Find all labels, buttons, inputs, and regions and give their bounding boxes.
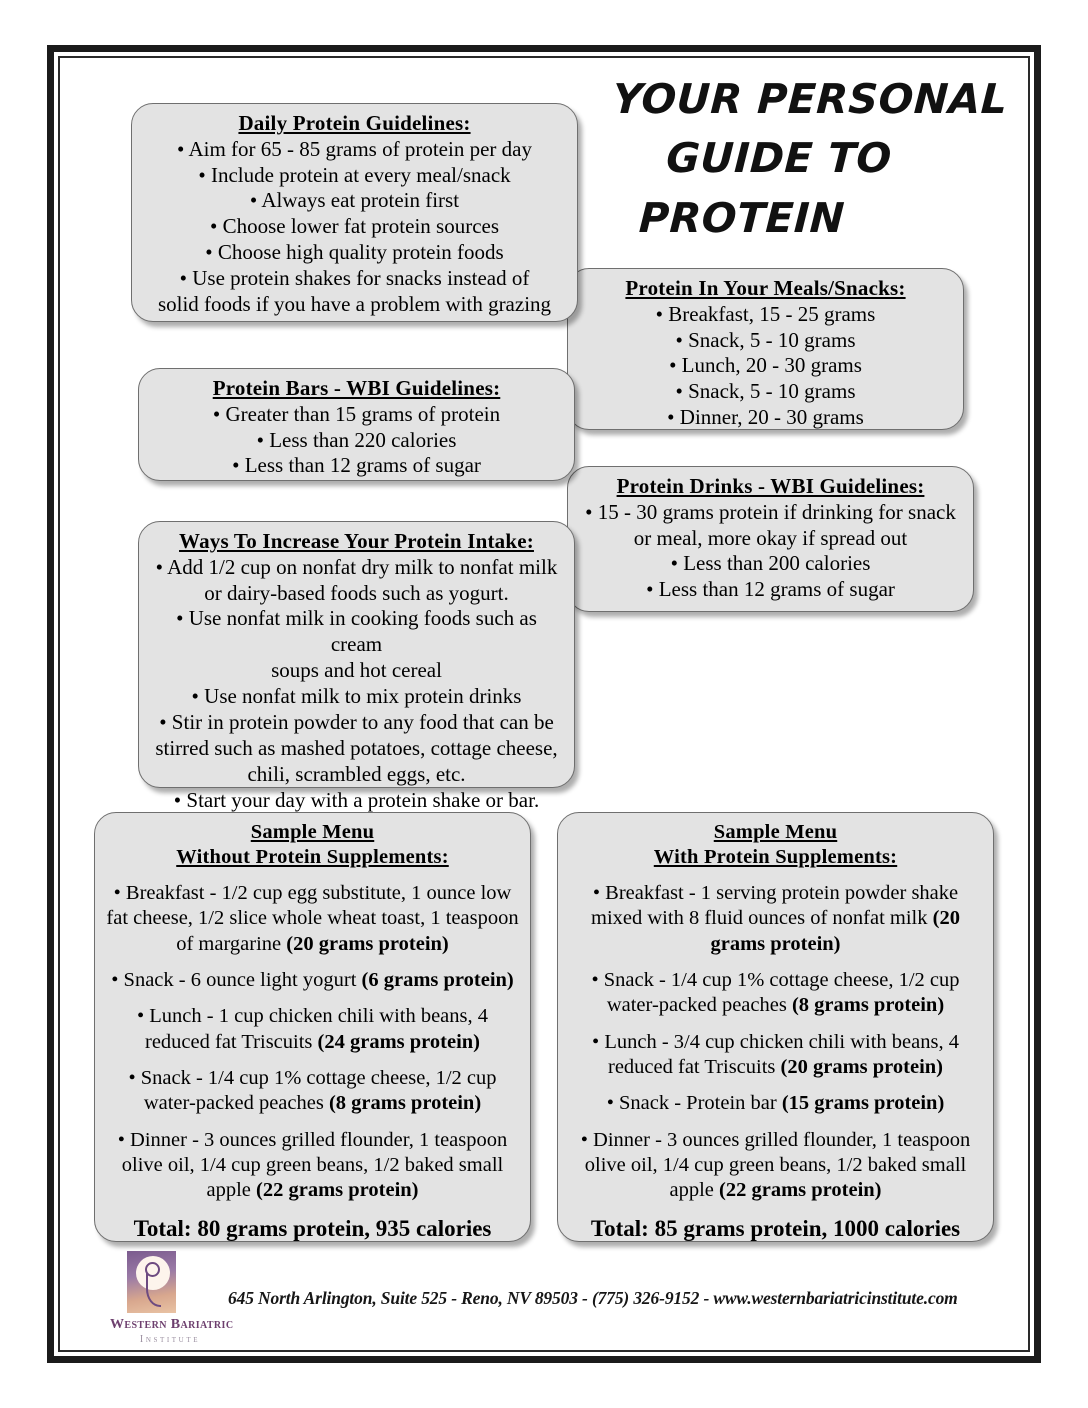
protein-amount: (8 grams protein)	[791, 994, 945, 1017]
list-item: • Less than 12 grams of sugar	[232, 453, 481, 478]
box-protein-drinks-guidelines	[567, 466, 974, 612]
list-item: • Lunch, 20 - 30 grams	[669, 353, 862, 378]
footer	[110, 1246, 1010, 1351]
box-heading: Protein Drinks - WBI Guidelines:	[616, 474, 925, 498]
list-item: solid foods if you have a problem with grazing	[157, 292, 552, 317]
title-line-2: GUIDE TO	[665, 134, 893, 183]
box-sample-menu-without-supplements	[94, 812, 531, 1242]
box-protein-in-your-meals	[567, 268, 964, 430]
menu-item: • Snack - Protein bar (15 grams protein)	[606, 1092, 945, 1115]
box-heading-line-2: With Protein Supplements:	[653, 846, 898, 868]
protein-amount: (24 grams protein)	[317, 1030, 480, 1053]
list-item: • Less than 200 calories	[670, 551, 871, 576]
list-item: • 15 - 30 grams protein if drinking for snack	[585, 499, 956, 524]
protein-amount: (8 grams protein)	[328, 1092, 482, 1115]
box-heading-line-1: Sample Menu	[713, 821, 838, 843]
list-item: • Stir in protein powder to any food that can be	[159, 710, 554, 735]
list-item: • Always eat protein first	[249, 188, 460, 213]
page-title	[587, 70, 1026, 248]
menu-item: • Dinner - 3 ounces grilled flounder, 1 teaspoon olive oil, 1/4 cup green beans, 1/2 baked small apple (22 grams protein)	[117, 1128, 508, 1202]
list-item: • Use protein shakes for snacks instead of	[179, 266, 530, 291]
box-heading: Protein In Your Meals/Snacks:	[625, 276, 906, 300]
box-daily-protein-guidelines	[131, 103, 578, 322]
list-item: chili, scrambled eggs, etc.	[247, 761, 466, 786]
list-item: • Use nonfat milk to mix protein drinks	[191, 684, 522, 709]
protein-amount: (20 grams protein)	[710, 907, 960, 955]
menu-item: • Breakfast - 1/2 cup egg substitute, 1 ounce low fat cheese, 1/2 slice whole wheat toast, 1 teaspoon of margarine (20 grams protein)	[106, 882, 519, 955]
list-item: • Snack, 5 - 10 grams	[675, 379, 856, 404]
list-item: • Choose high quality protein foods	[205, 240, 504, 265]
logo-figure-body	[146, 1273, 161, 1307]
list-item: • Start your day with a protein shake or bar.	[173, 787, 540, 812]
box-sample-menu-with-supplements	[557, 812, 994, 1242]
protein-amount: (22 grams protein)	[256, 1179, 419, 1202]
list-item: • Breakfast, 15 - 25 grams	[655, 301, 876, 326]
menu-item: • Breakfast - 1 serving protein powder shake mixed with 8 fluid ounces of nonfat milk (20 grams protein)	[591, 882, 960, 955]
title-line-3: PROTEIN	[637, 193, 846, 242]
menu-item: • Snack - 6 ounce light yogurt (6 grams protein)	[111, 968, 514, 991]
protein-amount: (22 grams protein)	[719, 1179, 882, 1202]
protein-amount: (20 grams protein)	[780, 1055, 943, 1078]
western-bariatric-logo-icon	[127, 1251, 176, 1313]
menu-item: • Lunch - 3/4 cup chicken chili with beans, 4 reduced fat Triscuits (20 grams protein)	[592, 1030, 959, 1078]
logo-subtitle: Institute	[139, 1334, 201, 1345]
list-item: or dairy-based foods such as yogurt.	[204, 580, 509, 605]
menu-item: • Snack - 1/4 cup 1% cottage cheese, 1/2 cup water-packed peaches (8 grams protein)	[591, 968, 960, 1017]
protein-amount: (6 grams protein)	[361, 968, 514, 991]
box-heading: Ways To Increase Your Protein Intake:	[179, 529, 534, 553]
protein-amount: (15 grams protein)	[781, 1092, 945, 1115]
menu-item: • Lunch - 1 cup chicken chili with beans, 4 reduced fat Triscuits (24 grams protein)	[136, 1005, 489, 1053]
footer-address: 645 North Arlington, Suite 525 - Reno, NV 89503 - (775) 326-9152 - www.westernbariatricinstitute.com	[228, 1288, 958, 1308]
list-item: • Include protein at every meal/snack	[198, 162, 511, 187]
box-heading: Protein Bars - WBI Guidelines:	[212, 376, 501, 400]
box-protein-bars-guidelines	[138, 368, 575, 481]
list-item: • Snack, 5 - 10 grams	[675, 327, 856, 352]
list-item: • Greater than 15 grams of protein	[212, 401, 501, 426]
menu-item: • Dinner - 3 ounces grilled flounder, 1 teaspoon olive oil, 1/4 cup green beans, 1/2 baked small apple (22 grams protein)	[580, 1128, 971, 1202]
protein-amount: (20 grams protein)	[286, 932, 449, 955]
list-item: • Dinner, 20 - 30 grams	[667, 405, 864, 430]
box-heading: Daily Protein Guidelines:	[238, 111, 471, 135]
menu-total: Total: 80 grams protein, 935 calories	[133, 1216, 492, 1242]
box-heading-line-2: Without Protein Supplements:	[176, 846, 449, 868]
menu-item: • Snack - 1/4 cup 1% cottage cheese, 1/2 cup water-packed peaches (8 grams protein)	[128, 1066, 497, 1115]
title-line-1: YOUR PERSONAL	[611, 75, 1009, 123]
menu-total: Total: 85 grams protein, 1000 calories	[590, 1216, 961, 1242]
list-item: or meal, more okay if spread out	[633, 525, 908, 550]
box-heading-line-1: Sample Menu	[250, 821, 375, 843]
list-item: • Use nonfat milk in cooking foods such as cream	[176, 606, 537, 657]
logo-wordmark: Western Bariatric	[110, 1317, 234, 1332]
list-item: • Less than 220 calories	[256, 427, 457, 452]
box-ways-to-increase-protein	[138, 521, 575, 812]
list-item: • Aim for 65 - 85 grams of protein per day	[177, 136, 532, 161]
list-item: stirred such as mashed potatoes, cottage cheese,	[155, 736, 558, 761]
list-item: • Less than 12 grams of sugar	[646, 577, 895, 602]
list-item: soups and hot cereal	[271, 658, 442, 683]
list-item: • Add 1/2 cup on nonfat dry milk to nonfat milk	[155, 554, 558, 579]
list-item: • Choose lower fat protein sources	[209, 214, 500, 239]
